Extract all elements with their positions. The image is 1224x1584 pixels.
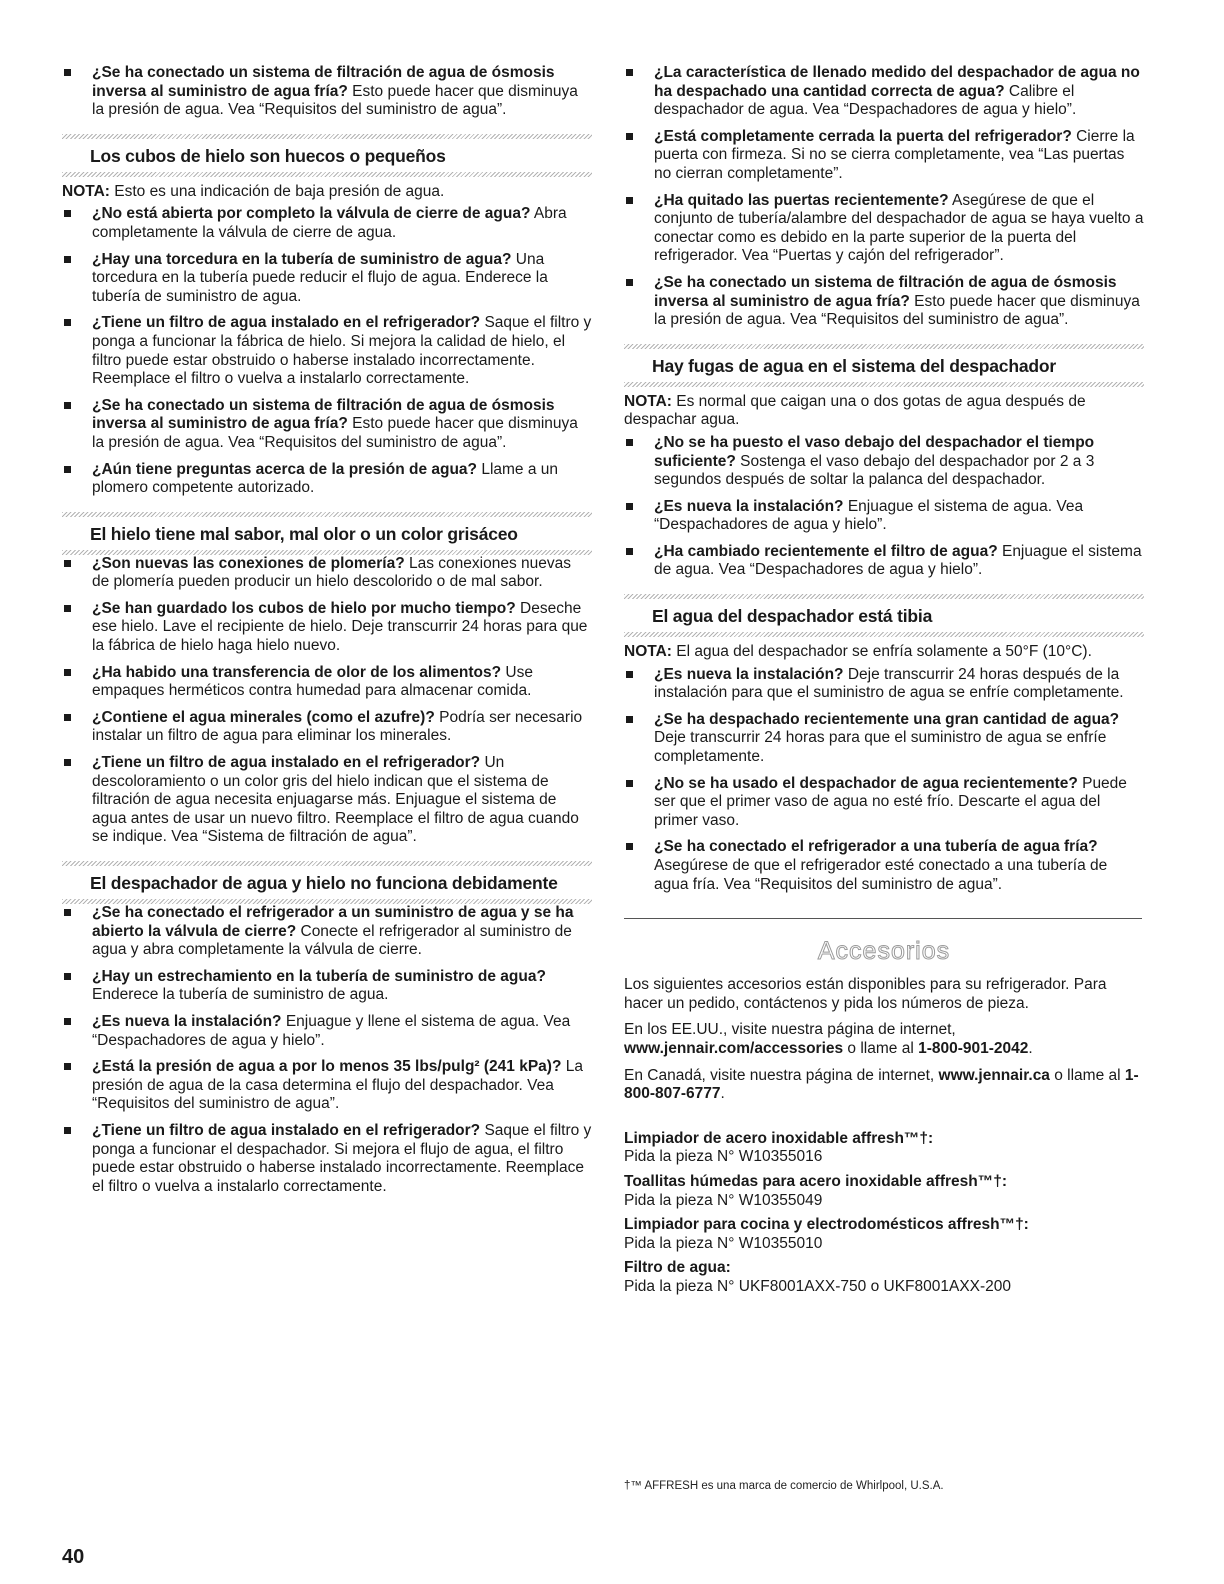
- us-phone: 1-800-901-2042: [918, 1039, 1029, 1057]
- accessory-name: Limpiador para cocina y electrodomésticos affresh™†:: [624, 1216, 1029, 1234]
- bullet-icon: [626, 439, 633, 446]
- list-item: ¿Se ha conectado un sistema de filtración de agua de ósmosis inversa al suministro de agua fría? Esto puede hacer que disminuya la presión de agua. Vea “Requisitos del suministro de agua”.: [62, 64, 592, 120]
- ca-phone: 1-800-807-6777: [624, 1066, 1139, 1103]
- list-item: ¿No se ha usado el despachador de agua recientemente? Puede ser que el primer vaso de agua no esté frío. Descarte el agua del primer vaso.: [624, 775, 1144, 831]
- list-item: ¿Se ha conectado el refrigerador a un suministro de agua y se ha abierto la válvula de cierre? Conecte el refrigerador al suministro de agua y abra completamente la válvula de cierre.: [62, 904, 592, 960]
- note: NOTA: Es normal que caigan una o dos gotas de agua después de despachar agua.: [624, 392, 1086, 429]
- accessory-part: Pida la pieza N° UKF8001AXX-750 o UKF8001AXX-200: [624, 1277, 1012, 1295]
- accessory-part: Pida la pieza N° W10355010: [624, 1234, 823, 1252]
- bullet-icon: [64, 669, 71, 676]
- bullet-icon: [626, 279, 633, 286]
- bullet-icon: [626, 133, 633, 140]
- bullet-icon: [64, 909, 71, 916]
- divider: [624, 918, 1142, 919]
- note: NOTA: Esto es una indicación de baja presión de agua.: [62, 182, 445, 200]
- right-intro-list: [624, 64, 1144, 330]
- list-item: ¿Hay un estrechamiento en la tubería de suministro de agua? Enderece la tubería de suministro de agua.: [62, 968, 592, 1005]
- list-item: ¿Es nueva la instalación? Deje transcurrir 24 horas después de la instalación para que el suministro de agua se enfríe completamente.: [624, 666, 1144, 703]
- list-item: ¿Se ha conectado el refrigerador a una tubería de agua fría? Asegúrese de que el refrigerador esté conectado a una tubería de agua fría. Vea “Requisitos del suministro de agua”.: [624, 838, 1144, 894]
- list-item: ¿Ha cambiado recientemente el filtro de agua? Enjuague el sistema de agua. Vea “Despachadores de agua y hielo”.: [624, 543, 1144, 580]
- bullet-icon: [64, 402, 71, 409]
- accessory-item: [624, 1173, 1144, 1210]
- bullet-icon: [626, 548, 633, 555]
- list-item: ¿Tiene un filtro de agua instalado en el refrigerador? Saque el filtro y ponga a funcionar el despachador. Si mejora el flujo de agua, el filtro puede estar obstruido o haberse instalado incorrectamente. Reemplace el filtro o vuelva a instalarlo correctamente.: [62, 1122, 592, 1196]
- list-item: ¿No se ha puesto el vaso debajo del despachador el tiempo suficiente? Sostenga el vaso debajo del despachador por 2 a 3 segundos después de soltar la palanca del despachador.: [624, 434, 1144, 490]
- section-heading: [624, 594, 1144, 637]
- list-item: ¿Está completamente cerrada la puerta del refrigerador? Cierre la puerta con firmeza. Si no se cierra completamente, vea “Las puertas no cierran completamente”.: [624, 128, 1144, 184]
- list-item: ¿Tiene un filtro de agua instalado en el refrigerador? Saque el filtro y ponga a funcionar la fábrica de hielo. Si mejora la calidad de hielo, el filtro puede estar obstruido o haberse instalado incorrectamente. Reemplace el filtro o vuelva a instalarlo correctamente.: [62, 314, 592, 388]
- list-item: ¿Aún tiene preguntas acerca de la presión de agua? Llame a un plomero competente autorizado.: [62, 461, 592, 498]
- note: NOTA: El agua del despachador se enfría solamente a 50°F (10°C).: [624, 643, 1092, 661]
- bullet-icon: [64, 1018, 71, 1025]
- troubleshoot-list: [624, 434, 1144, 580]
- bullet-icon: [64, 560, 71, 567]
- list-item: ¿Se han guardado los cubos de hielo por mucho tiempo? Deseche ese hielo. Lave el recipiente de hielo. Deje transcurrir 24 horas para que la fábrica de hielo haga hielo nuevo.: [62, 600, 592, 656]
- list-item: ¿Está la presión de agua a por lo menos 35 lbs/pulg² (241 kPa)? La presión de agua de la casa determina el flujo del despachador. Vea “Requisitos del suministro de agua”.: [62, 1058, 592, 1114]
- list-item: ¿Ha habido una transferencia de olor de los alimentos? Use empaques herméticos contra humedad para almacenar comida.: [62, 664, 592, 701]
- list-item: ¿Se ha despachado recientemente una gran cantidad de agua? Deje transcurrir 24 horas para que el suministro de agua se enfríe completamente.: [624, 711, 1144, 767]
- section-bad-taste: [62, 512, 592, 847]
- list-item: ¿Contiene el agua minerales (como el azufre)? Podría ser necesario instalar un filtro de agua para eliminar los minerales.: [62, 709, 592, 746]
- accessory-part: Pida la pieza N° W10355016: [624, 1148, 823, 1166]
- accessory-name: Filtro de agua:: [624, 1259, 731, 1277]
- section-warm-water: [624, 594, 1144, 894]
- accessories-list: [624, 1130, 1144, 1297]
- ca-url-link[interactable]: www.jennair.ca: [938, 1066, 1050, 1084]
- section-title: El despachador de agua y hielo no funciona debidamente: [90, 873, 558, 893]
- list-item: ¿Se ha conectado un sistema de filtración de agua de ósmosis inversa al suministro de agua fría? Esto puede hacer que disminuya la presión de agua. Vea “Requisitos del suministro de agua”.: [62, 397, 592, 453]
- section-title: Los cubos de hielo son huecos o pequeños: [90, 145, 446, 166]
- list-item: ¿No está abierta por completo la válvula de cierre de agua? Abra completamente la válvula de cierre de agua.: [62, 205, 592, 242]
- left-column: [62, 64, 592, 1204]
- bullet-icon: [64, 1063, 71, 1070]
- bullet-icon: [64, 605, 71, 612]
- bullet-icon: [64, 714, 71, 721]
- list-item: ¿Tiene un filtro de agua instalado en el refrigerador? Un descoloramiento o un color gris del hielo indican que el sistema de filtración de agua necesita enjuagarse más. Enjuague el sistema de agua antes de usar un nuevo filtro. Reemplace el filtro de agua cuando se indique. Vea “Sistema de filtración de agua”.: [62, 754, 592, 847]
- section-heading: [62, 134, 592, 177]
- bullet-icon: [64, 466, 71, 473]
- bullet-icon: [64, 319, 71, 326]
- section-dispenser-malfunction: [62, 861, 592, 1196]
- list-item: ¿Ha quitado las puertas recientemente? Asegúrese de que el conjunto de tubería/alambre del despachador de agua se haya vuelto a conectar como es debido en la parte superior de la puerta del refrigerador. Vea “Puertas y cajón del refrigerador”.: [624, 192, 1144, 266]
- left-intro-list: [62, 64, 592, 120]
- list-item: ¿Hay una torcedura en la tubería de suministro de agua? Una torcedura en la tubería puede reducir el flujo de agua. Enderece la tubería de suministro de agua.: [62, 251, 592, 307]
- bullet-icon: [64, 1127, 71, 1134]
- bullet-icon: [64, 256, 71, 263]
- list-item: ¿Es nueva la instalación? Enjuague el sistema de agua. Vea “Despachadores de agua y hielo”.: [624, 498, 1144, 535]
- troubleshoot-list: [624, 666, 1144, 895]
- accessory-item: [624, 1130, 1144, 1167]
- page-number: 40: [62, 1546, 85, 1568]
- right-column: [624, 64, 1144, 1303]
- section-heading: [62, 861, 592, 904]
- bullet-icon: [64, 210, 71, 217]
- section-dispenser-leaks: [624, 344, 1144, 580]
- bullet-icon: [626, 671, 633, 678]
- accessory-item: [624, 1259, 1144, 1296]
- accessory-part: Pida la pieza N° W10355049: [624, 1191, 823, 1209]
- accessories-intro: Los siguientes accesorios están disponibles para su refrigerador. Para hacer un pedido, contáctenos y pida los números de pieza.: [624, 976, 1107, 1012]
- list-item: ¿La característica de llenado medido del despachador de agua no ha despachado una cantidad correcta de agua? Calibre el despachador de agua. Vea “Despachadores de agua y hielo”.: [624, 64, 1144, 120]
- troubleshoot-list: [62, 904, 592, 1196]
- list-item: ¿Se ha conectado un sistema de filtración de agua de ósmosis inversa al suministro de agua fría? Esto puede hacer que disminuya la presión de agua. Vea “Requisitos del suministro de agua”.: [624, 274, 1144, 330]
- troubleshoot-list: [62, 555, 592, 847]
- section-heading: [624, 344, 1144, 387]
- bullet-icon: [626, 69, 633, 76]
- bullet-icon: [626, 197, 633, 204]
- bullet-icon: [626, 780, 633, 787]
- accessories-us-contact: En los EE.UU., visite nuestra página de internet, www.jennair.com/accessories o llame al 1-800-901-2042.: [624, 1021, 1033, 1057]
- bullet-icon: [64, 69, 71, 76]
- accessories-title: Accesorios: [817, 937, 951, 966]
- accessory-name: Toallitas húmedas para acero inoxidable affresh™†:: [624, 1172, 1008, 1190]
- trademark-footnote: †™ AFFRESH es una marca de comercio de Whirlpool, U.S.A.: [624, 1480, 944, 1492]
- section-small-ice: [62, 134, 592, 498]
- section-title: El agua del despachador está tibia: [652, 606, 933, 627]
- section-title: El hielo tiene mal sabor, mal olor o un color grisáceo: [90, 523, 518, 544]
- us-url-link[interactable]: www.jennair.com/accessories: [624, 1039, 844, 1057]
- list-item: ¿Son nuevas las conexiones de plomería? Las conexiones nuevas de plomería pueden producir un hielo descolorido o de mal sabor.: [62, 555, 592, 592]
- troubleshoot-list: [62, 205, 592, 497]
- section-title: Hay fugas de agua en el sistema del despachador: [652, 355, 1056, 376]
- section-heading: [62, 512, 592, 555]
- bullet-icon: [64, 759, 71, 766]
- accessories-ca-contact: En Canadá, visite nuestra página de internet, www.jennair.ca o llame al 1-800-807-6777.: [624, 1066, 1139, 1103]
- bullet-icon: [64, 973, 71, 980]
- accessory-item: [624, 1216, 1144, 1253]
- accessory-name: Limpiador de acero inoxidable affresh™†:: [624, 1129, 934, 1147]
- bullet-icon: [626, 503, 633, 510]
- bullet-icon: [626, 716, 633, 723]
- bullet-icon: [626, 843, 633, 850]
- list-item: ¿Es nueva la instalación? Enjuague y llene el sistema de agua. Vea “Despachadores de agua y hielo”.: [62, 1013, 592, 1050]
